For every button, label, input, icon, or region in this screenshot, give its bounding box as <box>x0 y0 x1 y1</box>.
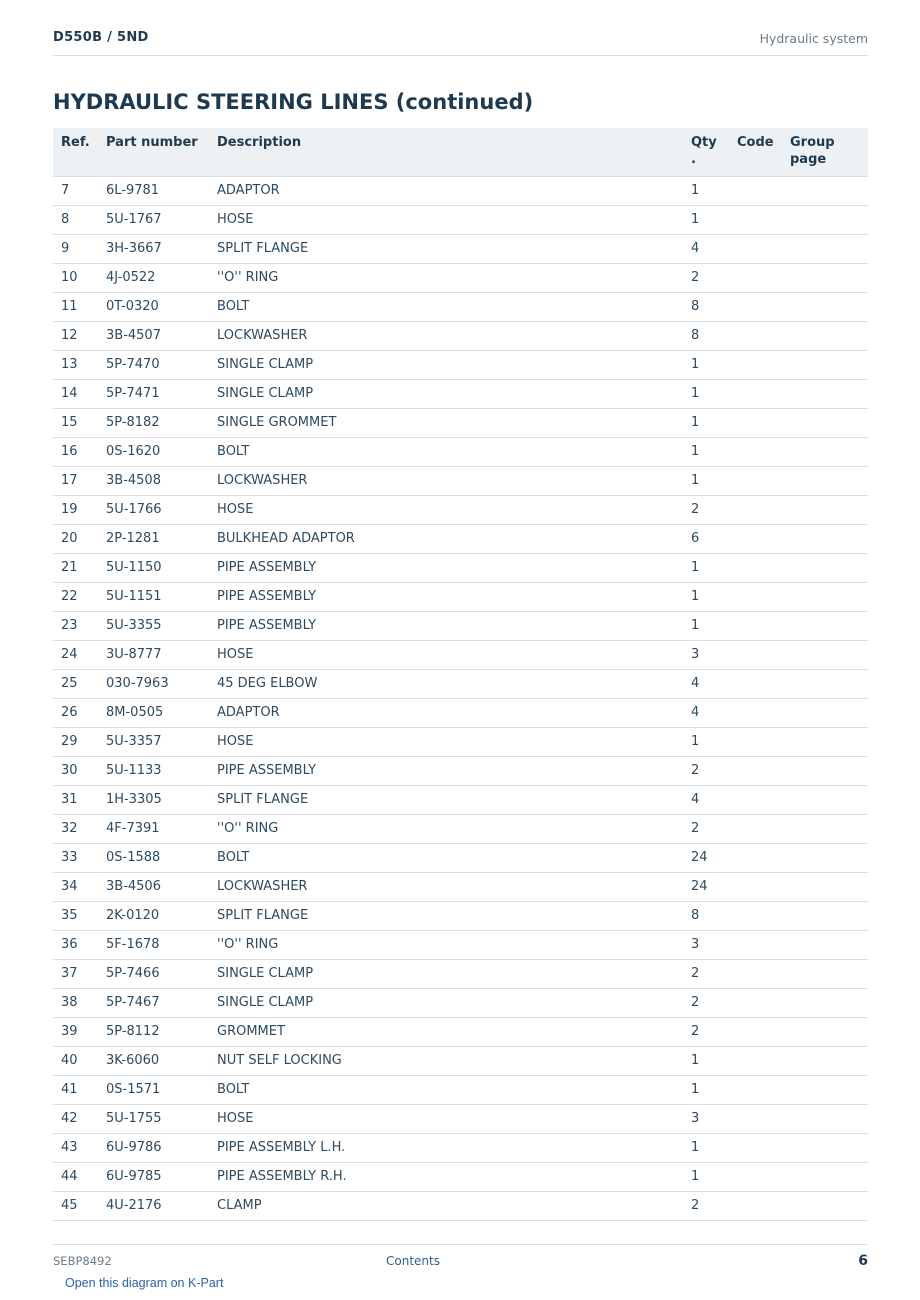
part-number-cell: 5U-3357 <box>106 727 217 756</box>
group-page-cell <box>790 1133 868 1162</box>
table-row <box>53 611 868 640</box>
ref-cell: 31 <box>53 785 106 814</box>
ref-cell: 32 <box>53 814 106 843</box>
parts-table-header <box>53 128 868 176</box>
ref-cell: 12 <box>53 321 106 350</box>
group-page-cell <box>790 553 868 582</box>
code-cell <box>737 814 790 843</box>
code-cell <box>737 408 790 437</box>
table-row <box>53 553 868 582</box>
group-page-cell <box>790 1075 868 1104</box>
description-cell: BOLT <box>217 437 691 466</box>
col-qty <box>691 128 737 176</box>
group-page-cell <box>790 698 868 727</box>
group-page-cell <box>790 582 868 611</box>
description-cell: PIPE ASSEMBLY R.H. <box>217 1162 691 1191</box>
group-page-cell <box>790 437 868 466</box>
qty-cell: 1 <box>691 205 737 234</box>
table-row <box>53 669 868 698</box>
qty-cell: 6 <box>691 524 737 553</box>
table-row <box>53 1104 868 1133</box>
description-cell: SINGLE CLAMP <box>217 379 691 408</box>
contents-link[interactable]: Contents <box>386 1254 440 1268</box>
code-cell <box>737 727 790 756</box>
code-cell <box>737 379 790 408</box>
qty-cell: 1 <box>691 553 737 582</box>
qty-cell: 4 <box>691 669 737 698</box>
description-cell: HOSE <box>217 640 691 669</box>
group-page-cell <box>790 930 868 959</box>
description-cell: BOLT <box>217 843 691 872</box>
code-cell <box>737 321 790 350</box>
description-cell: HOSE <box>217 495 691 524</box>
part-number-cell: 2P-1281 <box>106 524 217 553</box>
part-number-cell: 5F-1678 <box>106 930 217 959</box>
table-row <box>53 466 868 495</box>
code-cell <box>737 437 790 466</box>
ref-cell: 41 <box>53 1075 106 1104</box>
ref-cell: 14 <box>53 379 106 408</box>
qty-cell: 1 <box>691 466 737 495</box>
group-page-cell <box>790 379 868 408</box>
table-row <box>53 988 868 1017</box>
group-page-cell <box>790 292 868 321</box>
part-number-cell: 6U-9785 <box>106 1162 217 1191</box>
description-cell: SINGLE CLAMP <box>217 350 691 379</box>
table-row <box>53 959 868 988</box>
part-number-cell: 0S-1588 <box>106 843 217 872</box>
description-cell: BOLT <box>217 292 691 321</box>
table-row <box>53 901 868 930</box>
part-number-cell: 5U-1767 <box>106 205 217 234</box>
code-cell <box>737 930 790 959</box>
qty-cell: 1 <box>691 379 737 408</box>
ref-cell: 29 <box>53 727 106 756</box>
ref-cell: 35 <box>53 901 106 930</box>
qty-cell: 4 <box>691 234 737 263</box>
qty-cell: 1 <box>691 408 737 437</box>
table-row <box>53 872 868 901</box>
table-row <box>53 437 868 466</box>
table-row <box>53 756 868 785</box>
description-cell: 45 DEG ELBOW <box>217 669 691 698</box>
part-number-cell: 5P-7467 <box>106 988 217 1017</box>
qty-cell: 24 <box>691 872 737 901</box>
qty-cell: 2 <box>691 263 737 292</box>
part-number-cell: 5U-3355 <box>106 611 217 640</box>
ref-cell: 16 <box>53 437 106 466</box>
code-cell <box>737 263 790 292</box>
group-page-cell <box>790 1046 868 1075</box>
description-cell: GROMMET <box>217 1017 691 1046</box>
description-cell: ADAPTOR <box>217 698 691 727</box>
group-page-cell <box>790 350 868 379</box>
table-row <box>53 582 868 611</box>
part-number-cell: 4U-2176 <box>106 1191 217 1220</box>
table-row <box>53 495 868 524</box>
table-row <box>53 1046 868 1075</box>
page-number: 6 <box>858 1253 868 1269</box>
part-number-cell: 5U-1150 <box>106 553 217 582</box>
part-number-cell: 5P-7470 <box>106 350 217 379</box>
part-number-cell: 3B-4508 <box>106 466 217 495</box>
code-cell <box>737 872 790 901</box>
qty-cell: 1 <box>691 1046 737 1075</box>
group-page-cell <box>790 495 868 524</box>
ref-cell: 33 <box>53 843 106 872</box>
part-number-cell: 3H-3667 <box>106 234 217 263</box>
ref-cell: 45 <box>53 1191 106 1220</box>
qty-cell: 1 <box>691 350 737 379</box>
part-number-cell: 5P-7471 <box>106 379 217 408</box>
description-cell: PIPE ASSEMBLY L.H. <box>217 1133 691 1162</box>
group-page-cell <box>790 756 868 785</box>
page-title <box>53 90 533 114</box>
code-cell <box>737 756 790 785</box>
ref-cell: 7 <box>53 176 106 205</box>
table-row <box>53 408 868 437</box>
col-qty-line1: Qty <box>691 135 717 150</box>
group-page-cell <box>790 524 868 553</box>
description-cell: ''O'' RING <box>217 814 691 843</box>
part-number-cell: 3B-4507 <box>106 321 217 350</box>
code-cell <box>737 234 790 263</box>
qty-cell: 1 <box>691 437 737 466</box>
qty-cell: 2 <box>691 1017 737 1046</box>
part-number-cell: 0S-1571 <box>106 1075 217 1104</box>
code-cell <box>737 640 790 669</box>
qty-cell: 3 <box>691 930 737 959</box>
part-number-cell: 1H-3305 <box>106 785 217 814</box>
part-number-cell: 0S-1620 <box>106 437 217 466</box>
code-cell <box>737 205 790 234</box>
table-row <box>53 1075 868 1104</box>
code-cell <box>737 901 790 930</box>
ref-cell: 11 <box>53 292 106 321</box>
ref-cell: 9 <box>53 234 106 263</box>
ref-cell: 25 <box>53 669 106 698</box>
code-cell <box>737 1075 790 1104</box>
qty-cell: 2 <box>691 756 737 785</box>
ref-cell: 42 <box>53 1104 106 1133</box>
description-cell: CLAMP <box>217 1191 691 1220</box>
part-number-cell: 5P-8182 <box>106 408 217 437</box>
qty-cell: 1 <box>691 176 737 205</box>
ref-cell: 10 <box>53 263 106 292</box>
code-cell <box>737 1104 790 1133</box>
col-group-line2: page <box>790 152 827 167</box>
group-page-cell <box>790 814 868 843</box>
qty-cell: 24 <box>691 843 737 872</box>
group-page-cell <box>790 640 868 669</box>
group-page-cell <box>790 988 868 1017</box>
code-cell <box>737 553 790 582</box>
ref-cell: 26 <box>53 698 106 727</box>
ref-cell: 36 <box>53 930 106 959</box>
part-number-cell: 5P-8112 <box>106 1017 217 1046</box>
col-description: Description <box>217 128 691 176</box>
group-page-cell <box>790 408 868 437</box>
table-row <box>53 350 868 379</box>
code-cell <box>737 959 790 988</box>
code-cell <box>737 611 790 640</box>
group-page-cell <box>790 176 868 205</box>
description-cell: ''O'' RING <box>217 263 691 292</box>
part-number-cell: 6U-9786 <box>106 1133 217 1162</box>
qty-cell: 1 <box>691 611 737 640</box>
description-cell: LOCKWASHER <box>217 872 691 901</box>
qty-cell: 2 <box>691 495 737 524</box>
code-cell <box>737 669 790 698</box>
qty-cell: 2 <box>691 959 737 988</box>
ref-cell: 19 <box>53 495 106 524</box>
description-cell: SPLIT FLANGE <box>217 785 691 814</box>
col-group-line1: Group <box>790 135 835 150</box>
col-ref: Ref. <box>53 128 106 176</box>
table-row <box>53 379 868 408</box>
qty-cell: 1 <box>691 582 737 611</box>
part-number-cell: 4J-0522 <box>106 263 217 292</box>
description-cell: BOLT <box>217 1075 691 1104</box>
qty-cell: 3 <box>691 1104 737 1133</box>
ref-cell: 8 <box>53 205 106 234</box>
kpart-diagram-link[interactable]: Open this diagram on K-Part <box>65 1276 224 1290</box>
part-number-cell: 5U-1133 <box>106 756 217 785</box>
group-page-cell <box>790 785 868 814</box>
code-cell <box>737 1133 790 1162</box>
part-number-cell: 030-7963 <box>106 669 217 698</box>
table-row <box>53 1133 868 1162</box>
table-row <box>53 727 868 756</box>
group-page-cell <box>790 843 868 872</box>
group-page-cell <box>790 1162 868 1191</box>
code-cell <box>737 176 790 205</box>
group-page-cell <box>790 727 868 756</box>
ref-cell: 24 <box>53 640 106 669</box>
ref-cell: 15 <box>53 408 106 437</box>
group-page-cell <box>790 466 868 495</box>
group-page-cell <box>790 872 868 901</box>
description-cell: LOCKWASHER <box>217 321 691 350</box>
code-cell <box>737 582 790 611</box>
description-cell: HOSE <box>217 205 691 234</box>
description-cell: NUT SELF LOCKING <box>217 1046 691 1075</box>
code-cell <box>737 350 790 379</box>
table-row <box>53 292 868 321</box>
ref-cell: 34 <box>53 872 106 901</box>
qty-cell: 1 <box>691 1075 737 1104</box>
col-part-number: Part number <box>106 128 217 176</box>
qty-cell: 8 <box>691 901 737 930</box>
description-cell: HOSE <box>217 727 691 756</box>
ref-cell: 20 <box>53 524 106 553</box>
description-cell: PIPE ASSEMBLY <box>217 553 691 582</box>
description-cell: SPLIT FLANGE <box>217 901 691 930</box>
title-main: HYDRAULIC STEERING LINES <box>53 90 389 114</box>
code-cell <box>737 1017 790 1046</box>
table-row <box>53 843 868 872</box>
qty-cell: 2 <box>691 814 737 843</box>
model-label: D550B / 5ND <box>53 30 149 45</box>
qty-cell: 1 <box>691 1133 737 1162</box>
table-row <box>53 1017 868 1046</box>
ref-cell: 37 <box>53 959 106 988</box>
description-cell: PIPE ASSEMBLY <box>217 582 691 611</box>
group-page-cell <box>790 263 868 292</box>
document-id: SEBP8492 <box>53 1254 112 1268</box>
ref-cell: 39 <box>53 1017 106 1046</box>
qty-cell: 8 <box>691 292 737 321</box>
section-label: Hydraulic system <box>759 31 868 46</box>
code-cell <box>737 524 790 553</box>
qty-cell: 1 <box>691 727 737 756</box>
group-page-cell <box>790 1017 868 1046</box>
table-row <box>53 524 868 553</box>
part-number-cell: 4F-7391 <box>106 814 217 843</box>
col-qty-line2: . <box>691 152 696 167</box>
table-row <box>53 321 868 350</box>
table-row <box>53 234 868 263</box>
description-cell: PIPE ASSEMBLY <box>217 756 691 785</box>
table-row <box>53 1162 868 1191</box>
ref-cell: 23 <box>53 611 106 640</box>
part-number-cell: 3U-8777 <box>106 640 217 669</box>
description-cell: SINGLE CLAMP <box>217 959 691 988</box>
part-number-cell: 5P-7466 <box>106 959 217 988</box>
qty-cell: 3 <box>691 640 737 669</box>
description-cell: ''O'' RING <box>217 930 691 959</box>
table-row <box>53 698 868 727</box>
description-cell: SPLIT FLANGE <box>217 234 691 263</box>
code-cell <box>737 292 790 321</box>
ref-cell: 38 <box>53 988 106 1017</box>
qty-cell: 8 <box>691 321 737 350</box>
part-number-cell: 3K-6060 <box>106 1046 217 1075</box>
ref-cell: 21 <box>53 553 106 582</box>
page-footer <box>53 1244 868 1274</box>
table-row <box>53 263 868 292</box>
code-cell <box>737 495 790 524</box>
qty-cell: 2 <box>691 988 737 1017</box>
table-row <box>53 640 868 669</box>
description-cell: ADAPTOR <box>217 176 691 205</box>
group-page-cell <box>790 321 868 350</box>
table-row <box>53 814 868 843</box>
description-cell: LOCKWASHER <box>217 466 691 495</box>
part-number-cell: 6L-9781 <box>106 176 217 205</box>
table-row <box>53 176 868 205</box>
part-number-cell: 0T-0320 <box>106 292 217 321</box>
group-page-cell <box>790 669 868 698</box>
ref-cell: 44 <box>53 1162 106 1191</box>
parts-table-body <box>53 176 868 1220</box>
code-cell <box>737 843 790 872</box>
ref-cell: 40 <box>53 1046 106 1075</box>
ref-cell: 22 <box>53 582 106 611</box>
code-cell <box>737 1191 790 1220</box>
ref-cell: 17 <box>53 466 106 495</box>
description-cell: SINGLE CLAMP <box>217 988 691 1017</box>
code-cell <box>737 1162 790 1191</box>
ref-cell: 13 <box>53 350 106 379</box>
qty-cell: 4 <box>691 785 737 814</box>
qty-cell: 4 <box>691 698 737 727</box>
col-group-page <box>790 128 868 176</box>
group-page-cell <box>790 959 868 988</box>
qty-cell: 1 <box>691 1162 737 1191</box>
description-cell: SINGLE GROMMET <box>217 408 691 437</box>
part-number-cell: 5U-1766 <box>106 495 217 524</box>
part-number-cell: 5U-1151 <box>106 582 217 611</box>
table-row <box>53 930 868 959</box>
code-cell <box>737 466 790 495</box>
code-cell <box>737 785 790 814</box>
code-cell <box>737 988 790 1017</box>
group-page-cell <box>790 205 868 234</box>
group-page-cell <box>790 1191 868 1220</box>
part-number-cell: 8M-0505 <box>106 698 217 727</box>
col-code: Code <box>737 128 790 176</box>
group-page-cell <box>790 1104 868 1133</box>
group-page-cell <box>790 611 868 640</box>
code-cell <box>737 1046 790 1075</box>
parts-table <box>53 128 868 1221</box>
page-header <box>53 28 868 56</box>
ref-cell: 30 <box>53 756 106 785</box>
ref-cell: 43 <box>53 1133 106 1162</box>
part-number-cell: 2K-0120 <box>106 901 217 930</box>
table-row <box>53 785 868 814</box>
group-page-cell <box>790 901 868 930</box>
part-number-cell: 5U-1755 <box>106 1104 217 1133</box>
part-number-cell: 3B-4506 <box>106 872 217 901</box>
header-row <box>53 128 868 176</box>
description-cell: BULKHEAD ADAPTOR <box>217 524 691 553</box>
description-cell: PIPE ASSEMBLY <box>217 611 691 640</box>
table-row <box>53 205 868 234</box>
group-page-cell <box>790 234 868 263</box>
qty-cell: 2 <box>691 1191 737 1220</box>
title-suffix: (continued) <box>388 90 534 114</box>
table-row <box>53 1191 868 1220</box>
code-cell <box>737 698 790 727</box>
description-cell: HOSE <box>217 1104 691 1133</box>
